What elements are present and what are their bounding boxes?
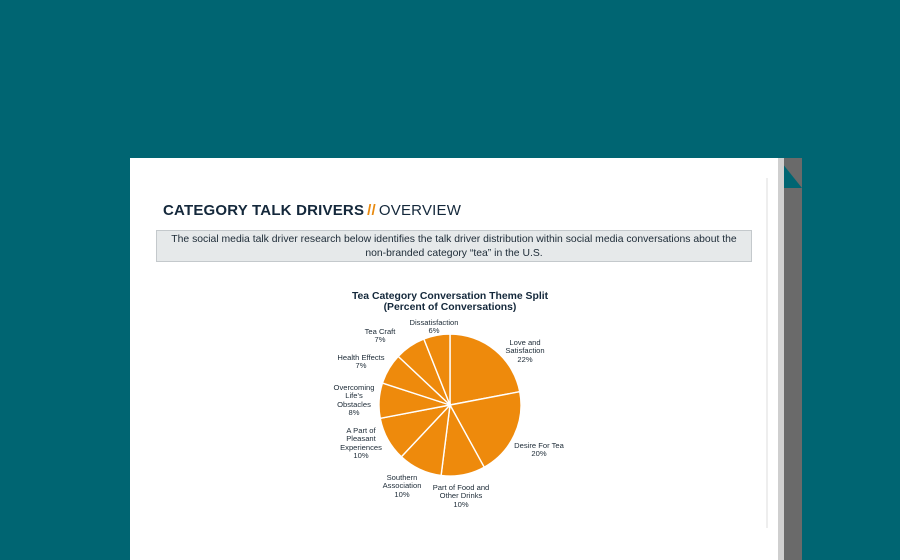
pie-slice-label <box>433 484 490 509</box>
pie-label-value: 10% <box>394 489 410 499</box>
heading-title: CATEGORY TALK DRIVERS <box>163 202 365 219</box>
pie-label-text: Experiences <box>340 442 382 452</box>
pie-label-text: Overcoming <box>333 383 375 392</box>
pie-label-value: 10% <box>353 451 369 461</box>
pie-label-text: Pleasant <box>346 434 376 444</box>
pie-label-text: Other Drinks <box>439 491 483 501</box>
pie-label-text: Dissatisfaction <box>409 318 459 327</box>
pie-label-text: Life's <box>345 391 363 401</box>
pie-slice-label <box>383 474 422 499</box>
heading-separator: // <box>367 202 376 219</box>
pie-label-text: Association <box>382 481 422 491</box>
pie-label-text: Love and <box>509 338 541 347</box>
pie-label-value: 6% <box>428 326 440 336</box>
intro-line-2: non-branded category “tea” in the U.S. <box>365 248 543 259</box>
pie-slice-label <box>514 442 564 459</box>
pie-label-text: Obstacles <box>337 399 371 409</box>
pie-label-text: Southern <box>386 473 418 482</box>
pie-label-text: Satisfaction <box>505 346 545 356</box>
pie-label-value: 22% <box>517 354 533 364</box>
pie-label-value: 7% <box>374 335 386 345</box>
slide-card <box>130 158 778 560</box>
pie-label-text: Part of Food and <box>432 483 490 492</box>
slide-shadow <box>778 158 802 560</box>
pie-label-text: Health Effects <box>337 353 385 362</box>
pie-slice-label <box>337 354 384 371</box>
pie-slice-label <box>505 339 544 364</box>
pie-slice-label <box>340 427 382 461</box>
pie-label-text: A Part of <box>346 426 376 435</box>
pie-slice-label <box>410 319 459 336</box>
pie-label-text: Desire For Tea <box>514 441 564 450</box>
intro-line-1: The social media talk driver research below identifies the talk driver distribution within social media conversations about the <box>171 234 737 245</box>
pie-slice-label <box>334 384 375 418</box>
pie-label-value: 10% <box>453 499 469 509</box>
pie-slice-label <box>365 328 396 345</box>
slide-edge <box>766 178 768 528</box>
chart-title-line-1: Tea Category Conversation Theme Split <box>351 291 549 302</box>
heading-subtitle: OVERVIEW <box>378 202 462 219</box>
pie-label-text: Tea Craft <box>364 327 396 336</box>
pie-label-value: 8% <box>348 408 360 418</box>
pie-label-value: 20% <box>531 449 547 459</box>
pie-label-value: 7% <box>355 361 367 371</box>
chart-title-line-2: (Percent of Conversations) <box>383 302 517 313</box>
